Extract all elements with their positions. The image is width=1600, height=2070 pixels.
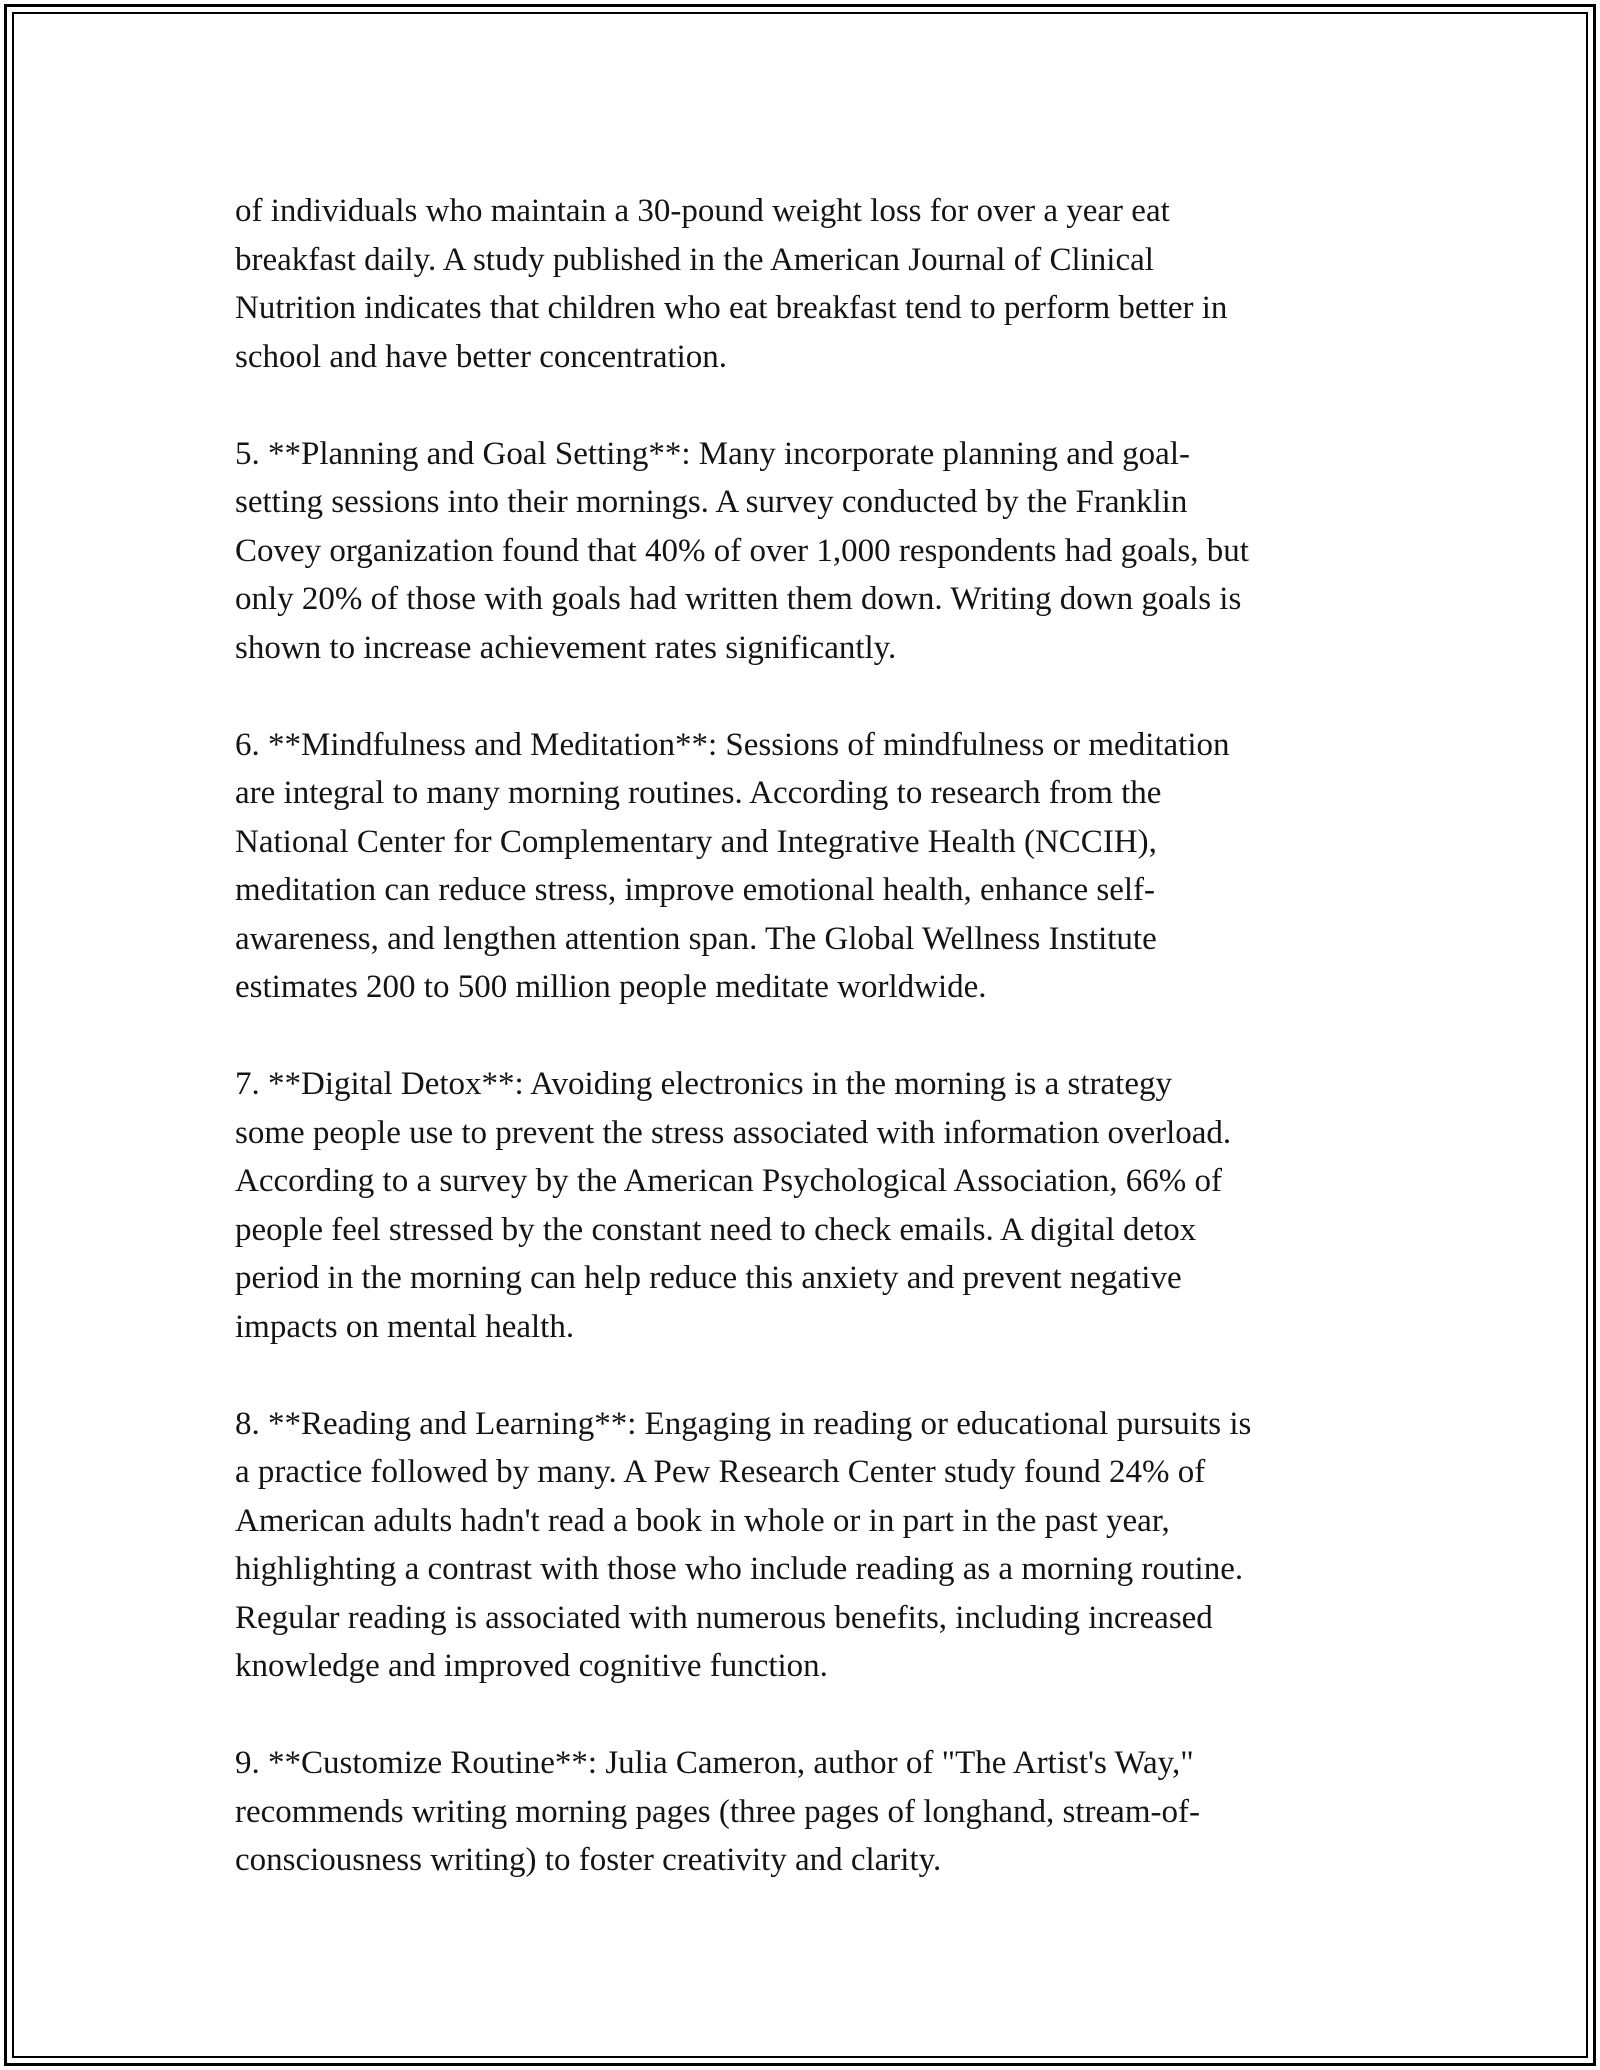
paragraph-customize-routine (235, 1739, 1385, 1885)
text-line: National Center for Complementary and Integrative Health (NCCIH), (235, 823, 1157, 860)
document-body (235, 187, 1385, 1885)
text-line: of individuals who maintain a 30-pound weight loss for over a year eat (235, 193, 1170, 229)
text-line: According to a survey by the American Psychological Association, 66% of (235, 1163, 1223, 1199)
text-line: highlighting a contrast with those who include reading as a morning routine. (235, 1551, 1244, 1587)
text-line: Covey organization found that 40% of over 1,000 respondents had goals, but (235, 532, 1249, 569)
text-line: period in the morning can help reduce this anxiety and prevent negative (235, 1260, 1182, 1296)
text-line: American adults hadn't read a book in whole or in part in the past year, (235, 1502, 1170, 1539)
text-line: Nutrition indicates that children who eat breakfast tend to perform better in (235, 290, 1228, 326)
text-line: people feel stressed by the constant need to check emails. A digital detox (235, 1211, 1197, 1248)
text-line: meditation can reduce stress, improve emotional health, enhance self- (235, 872, 1155, 908)
text-line: awareness, and lengthen attention span. The Global Wellness Institute (235, 920, 1157, 957)
text-line: consciousness writing) to foster creativity and clarity. (235, 1842, 942, 1878)
text-line: school and have better concentration. (235, 338, 728, 375)
text-line: 6. **Mindfulness and Meditation**: Sessions of mindfulness or meditation (235, 726, 1230, 763)
text-line: 5. **Planning and Goal Setting**: Many incorporate planning and goal- (235, 435, 1190, 472)
paragraph-reading-learning (235, 1400, 1385, 1691)
text-line: impacts on mental health. (235, 1308, 575, 1345)
text-line: setting sessions into their mornings. A survey conducted by the Franklin (235, 484, 1188, 520)
paragraph-planning-goal-setting (235, 430, 1385, 673)
text-line: breakfast daily. A study published in the American Journal of Clinical (235, 241, 1154, 278)
text-line: only 20% of those with goals had written them down. Writing down goals is (235, 581, 1242, 617)
text-line: knowledge and improved cognitive function. (235, 1648, 828, 1684)
text-line: are integral to many morning routines. According to research from the (235, 775, 1162, 811)
text-line: shown to increase achievement rates significantly. (235, 629, 897, 666)
text-line: Regular reading is associated with numerous benefits, including increased (235, 1599, 1213, 1636)
paragraph-mindfulness-meditation (235, 721, 1385, 1012)
text-line: 8. **Reading and Learning**: Engaging in reading or educational pursuits is (235, 1405, 1252, 1442)
text-line: 9. **Customize Routine**: Julia Cameron, author of "The Artist's Way," (235, 1745, 1194, 1781)
paragraph-digital-detox (235, 1060, 1385, 1351)
text-line: 7. **Digital Detox**: Avoiding electronics in the morning is a strategy (235, 1066, 1172, 1102)
text-line: some people use to prevent the stress associated with information overload. (235, 1114, 1232, 1151)
text-line: recommends writing morning pages (three pages of longhand, stream-of- (235, 1793, 1200, 1830)
text-line: estimates 200 to 500 million people meditate worldwide. (235, 969, 987, 1005)
text-line: a practice followed by many. A Pew Research Center study found 24% of (235, 1454, 1206, 1490)
paragraph-breakfast-continuation (235, 187, 1385, 381)
